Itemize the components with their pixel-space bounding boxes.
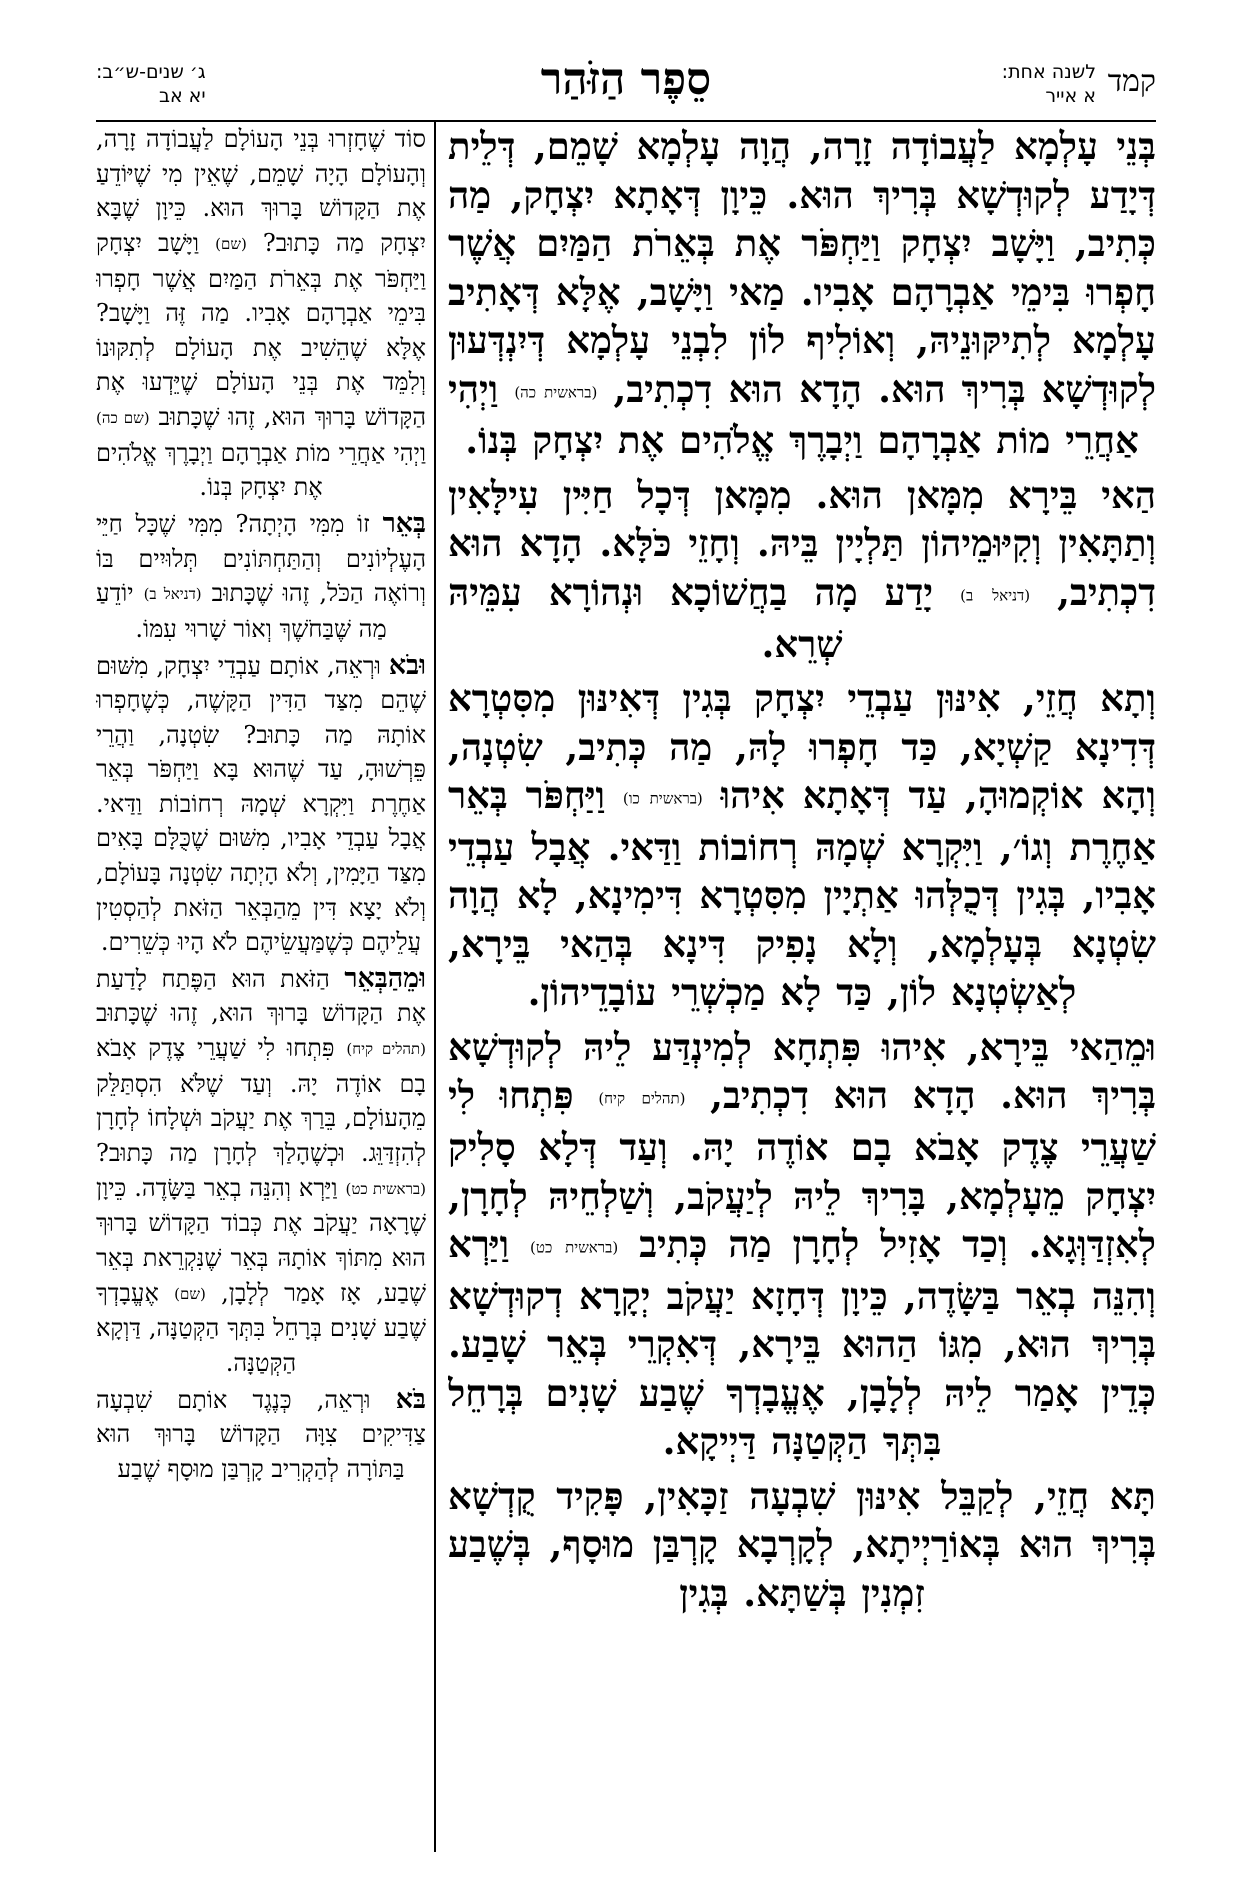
lead-word: וּמֵהַבְּאֵר	[344, 962, 426, 994]
book-title: סֵפֶר הַזֹּהַר	[540, 54, 712, 105]
translation-paragraph	[96, 962, 426, 1381]
text: וְתָא חֲזֵי, אִינּוּן עַבְדֵי יִצְחָק בְּגִין דְּאִינּוּן מִסִּטְרָא דְּדִינָא קַשְׁיָא, כַּד חָפְרוּ לָהּ, מַה כְּתִיב, שִׂטְנָה, וְהָא אוֹקְמוּהָ, עַד דְּאָתָא אִיהוּ	[448, 676, 1156, 817]
schedule-label: לשנה אחת:	[1001, 61, 1096, 83]
verse: יָדַע מָה בַחֲשׁוֹכָא וּנְהוֹרָא עִמֵּיהּ שְׁרֵא.	[448, 569, 934, 666]
source-reference: (בראשית כט)	[530, 1238, 619, 1257]
text: בְּנֵי עָלְמָא לַעֲבוֹדָה זָרָה, הֲוָה עָלְמָא שָׁמֵם, דְּלֵית דְּיָדַע לְקוּדְשָׁא בְּרִיךְ הוּא. כֵּיוָן דְּאָתָא יִצְחָק, מַה כְּתִיב, וַיָּשָׁב יִצְחָק וַיַּחְפֹּר אֶת בְּאֵרֹת הַמַּיִם אֲשֶׁר חָפְרוּ בִּימֵי אַבְרָהָם אָבִיו. מַאי וַיָּשָׁב, אֶלָּא דְּאָתִיב עָלְמָא לְתִיקּוּנֵיהּ, וְאוֹלִיף לוֹן לִבְנֵי עָלְמָא דְּיִנְדְּעוּן לְקוּדְשָׁא בְּרִיךְ הוּא. הָדָא הוּא דִכְתִיב,	[448, 124, 1156, 411]
verse: וַיַּרְא וְהִנֵּה בְאֵר בַּשָּׂדֶה. כֵּיוָן שֶׁרָאָה יַעֲקֹב אֶת כְּבוֹד הַקָּדוֹשׁ בָּרוּךְ הוּא מִתּוֹךְ אוֹתָהּ בְּאֵר שֶׁנִּקְרֵאת בְּאֵר שֶׁבַע, אָז אָמַר לְלָבָן,	[96, 1173, 426, 1307]
text: וּמֵהַאי בֵּירָא, אִיהוּ פִּתְחָא לְמִינְדַּע לֵיהּ לְקוּדְשָׁא בְּרִיךְ הוּא. הָדָא הוּא דִכְתִיב,	[448, 1024, 1156, 1118]
study-schedule-three-years	[96, 60, 206, 108]
source-reference: (בראשית כה)	[514, 382, 598, 401]
main-paragraph	[448, 471, 1156, 668]
translation-paragraph	[96, 507, 426, 647]
page-number: קמד	[1107, 64, 1156, 99]
page-header	[96, 54, 1156, 118]
source-reference: (שם)	[174, 1284, 206, 1303]
main-paragraph	[448, 1472, 1156, 1618]
source-reference: (דניאל ב)	[960, 586, 1031, 604]
text: וּרְאֵה, אוֹתָם עַבְדֵי יִצְחָק, מִשּׁוּם שֶׁהֵם מִצַּד הַדִּין הַקָּשֶׁה, כְּשֶׁחָפְרוּ אוֹתָהּ מַה כָּתוּב? שִׂטְנָה, וַהֲרֵי פֵּרְשׁוּהָ, עַד שֶׁהוּא בָּא וַיַּחְפֹּר בְּאֵר אַחֶרֶת וַיִּקְרָא שְׁמָהּ רְחוֹבוֹת וַדַּאי. אֲבָל עַבְדֵי אָבִיו, מִשּׁוּם שֶׁכֻּלָּם בָּאִים מִצַּד הַיָּמִין, וְלֹא הָיְתָה שִׂטְנָה בָּעוֹלָם, וְלֹא יָצָא דִּין מֵהַבְּאֵר הַזֹּאת לְהַסְטִין עֲלֵיהֶם כְּשֶׁמַּעֲשֵׂיהֶם לֹא הָיוּ כְּשֵׁרִים.	[96, 651, 426, 957]
source-reference: (דניאל ב)	[143, 585, 202, 604]
translation-column	[96, 122, 426, 1852]
lead-word: בֹּא	[395, 1383, 426, 1415]
source-reference: (בראשית כט)	[345, 1179, 426, 1198]
schedule-date: א אייר	[1045, 85, 1096, 107]
text: הַזֹּאת הוּא הַפֶּתַח לָדַעַת אֶת הַקָּדוֹשׁ בָּרוּךְ הוּא, זֶהוּ שֶׁכָּתוּב	[96, 964, 426, 1028]
schedule-label: ג׳ שנים-ש״ב:	[96, 61, 206, 83]
translation-paragraph	[96, 649, 426, 960]
lead-word: וּבֹא	[388, 649, 426, 681]
verse: אֶעֱבָדְךָ שֶׁבַע שָׁנִים בְּרָחֵל בִּתְּךָ הַקְּטַנָּה, דַּוְקָא הַקְּטַנָּה.	[96, 1278, 426, 1377]
main-paragraph	[448, 674, 1156, 1017]
verse: וַיְהִי אַחֲרֵי מוֹת אַבְרָהָם וַיְבָרֶךְ אֱלֹהִים אֶת יִצְחָק בְּנוֹ.	[96, 438, 426, 502]
verse: פִּתְחוּ לִי שַׁעֲרֵי צֶדֶק אָבֹא בָם אוֹדֶה יָהּ. וְעַד דְּלָא סָלִיק יִצְחָק מֵעָלְמָא, בָּרִיךְ לֵיהּ לְיַעֲקֹב, וְשַׁלְחֵיהּ לְחָרָן, לְאִזְדַּוְּגָא. וְכַד אָזִיל לְחָרָן מַה כְּתִיב	[448, 1073, 1156, 1266]
text: תָּא חֲזֵי, לְקַבֵּל אִינּוּן שִׁבְעָה זַכָּאִין, פָּקִיד קֻדְשָׁא בְּרִיךְ הוּא בְּאוֹרַיְיתָא, לְקָרְבָא קָרְבַּן מוּסָף, בְּשֶׁבַע זִמְנִין בְּשַׁתָּא. בְּגִין	[448, 1473, 1156, 1615]
translation-paragraph	[96, 122, 426, 505]
text: הַאי בֵּירָא מִמָּאן הוּא. מִמָּאן דְּכָל חַיִּין עִילָּאִין וְתַתָּאִין וְקִיּוּמֵיהוֹן תַּלְיָין בֵּיהּ. וְחָזֵי כֹּלָּא. הָדָא הוּא דִכְתִיב,	[448, 472, 1156, 614]
main-paragraph	[448, 122, 1156, 465]
text: וַיָּשָׁב יִצְחָק וַיַּחְפֹּר אֶת בְּאֵרֹת הַמַּיִם אֲשֶׁר חָפְרוּ בִּימֵי אַבְרָהָם אָבִיו. מַה זֶּה וַיָּשָׁב? אֶלָּא שֶׁהֵשִׁיב אֶת הָעוֹלָם לְתִקּוּנוֹ וְלִמֵּד אֶת בְּנֵי הָעוֹלָם שֶׁיֵּדְעוּ אֶת הַקָּדוֹשׁ בָּרוּךְ הוּא, זֶהוּ שֶׁכָּתוּב	[96, 228, 426, 431]
column-divider	[434, 122, 436, 1852]
source-reference: (תהלים קיח)	[346, 1040, 426, 1059]
verse: וַיְהִי אַחֲרֵי מוֹת אַבְרָהָם וַיְבָרֶךְ אֱלֹהִים אֶת יִצְחָק בְּנוֹ.	[448, 366, 1139, 463]
verse: וַיַּחְפֹּר בְּאֵר אַחֶרֶת וְגוֹ׳, וַיִּקְרָא שְׁמָהּ רְחוֹבוֹת וַדַּאי. אֲבָל עַבְדֵי אָבִיו, בְּגִין דְּכֻלְּהוּ אַתְיָין מִסִּטְרָא דִּימִינָא, לָא הֲוָה שִׂטְנָא בְּעָלְמָא, וְלָא נָפִיק דִּינָא בְּהַאי בֵּירָא, לְאַשְׂטְנָא לוֹן, כַּד לָא מַכְשְׁרֵי עוֹבָדֵיהוֹן.	[448, 773, 1156, 1015]
translation-paragraph	[96, 1383, 426, 1487]
verse: יוֹדֵעַ מַה שֶּׁבַּחֹשֶׁךְ וְאוֹר שָׁרוּי עִמּוֹ.	[96, 579, 387, 643]
source-reference: (שם כה)	[96, 409, 150, 428]
source-reference: (שם)	[215, 234, 247, 253]
text: זוֹ מִמִּי הָיְתָה? מִמִּי שֶׁכָּל חַיֵּי הָעֶלְיוֹנִים וְהַתַּחְתּוֹנִים תְּלוּיִים בּוֹ וְרוֹאֶה הַכֹּל, זֶהוּ שֶׁכָּתוּב	[96, 509, 426, 608]
lead-word: בְּאֵר	[382, 507, 426, 539]
main-text-column	[448, 122, 1156, 1852]
verse: וַיַּרְא וְהִנֵּה בְאֵר בַּשָּׂדֶה, כֵּיוָן דְּחָזָא יַעֲקֹב יְקָרָא דְקוּדְשָׁא בְּרִיךְ הוּא, מִגּוֹ הַהוּא בֵּירָא, דְּאִקְרֵי בְּאֵר שָׁבַע. כְּדֵין אָמַר לֵיהּ לְלָבָן, אֶעֱבָדְךָ שֶׁבַע שָׁנִים בְּרָחֵל בִּתְּךָ הַקְּטַנָּה דַּיְיקָא.	[448, 1222, 1156, 1464]
main-paragraph	[448, 1023, 1156, 1466]
text: וּרְאֵה, כְּנֶגֶד אוֹתָם שִׁבְעָה צַדִּיקִים צִוָּה הַקָּדוֹשׁ בָּרוּךְ הוּא בַּתּוֹרָה לְהַקְרִיב קָרְבַּן מוּסָף שֶׁבַע	[96, 1385, 426, 1483]
schedule-date: יא אב	[158, 85, 206, 107]
source-reference: (תהלים קיח)	[598, 1089, 686, 1108]
verse: פִּתְחוּ לִי שַׁעֲרֵי צֶדֶק אָבֹא בָם אוֹדֶה יָהּ. וְעַד שֶׁלֹּא הִסְתַּלֵּק מֵהָעוֹלָם, בֵּרַךְ אֶת יַעֲקֹב וּשְׁלָחוֹ לְחָרָן לְהִזְדַּוֵּג. וּכְשֶׁהָלַךְ לְחָרָן מַה כָּתוּב?	[96, 1034, 426, 1168]
text: סוֹד שֶׁחָזְרוּ בְּנֵי הָעוֹלָם לַעֲבוֹדָה זָרָה, וְהָעוֹלָם הָיָה שָׁמֵם, שֶׁאֵין מִי שֶׁיּוֹדֵעַ אֶת הַקָּדוֹשׁ בָּרוּךְ הוּא. כֵּיוָן שֶׁבָּא יִצְחָק מַה כָּתוּב?	[96, 125, 426, 257]
source-reference: (בראשית כו)	[622, 789, 703, 808]
